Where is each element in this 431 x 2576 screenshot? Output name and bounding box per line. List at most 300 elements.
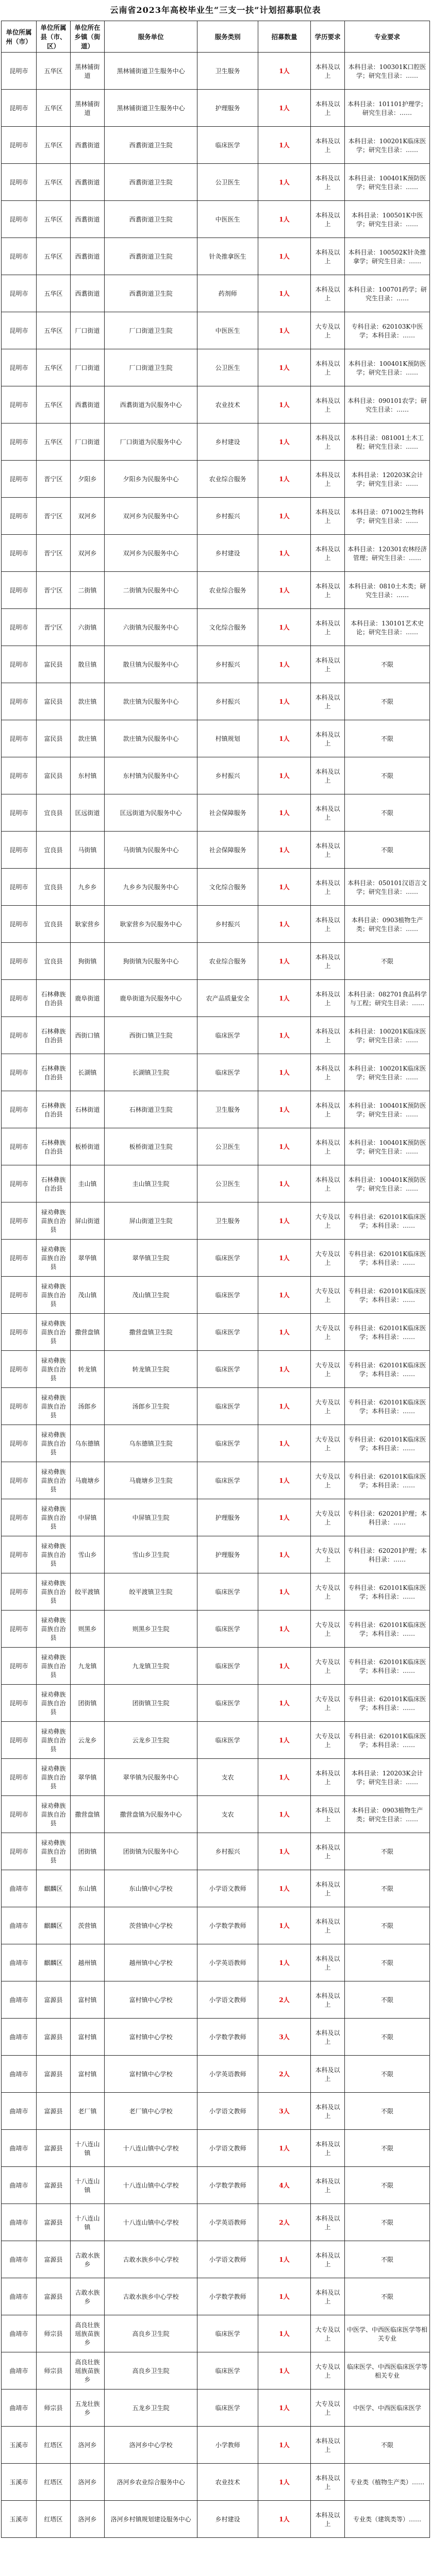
column-header: 招募数量 (258, 21, 310, 53)
service-unit-cell: 鹿阜街道为民服务中心 (104, 980, 197, 1017)
major-cell: 不限 (344, 943, 429, 980)
service-unit-cell: 马街镇为民服务中心 (104, 832, 197, 869)
township-cell: 老厂镇 (71, 2093, 105, 2130)
service-type-cell: 小学数学教师 (197, 1907, 258, 1944)
county-cell: 禄劝彝族苗族自治县 (37, 1611, 71, 1648)
quota-cell: 1人 (258, 164, 310, 201)
service-type-cell: 农业综合服务 (197, 461, 258, 498)
quota-cell: 1人 (258, 275, 310, 312)
major-cell: 本科目录：100502K针灸推拿学；研究生目录：…… (344, 238, 429, 275)
quota-cell: 1人 (258, 1759, 310, 1796)
column-header: 单位所在乡镇（街道） (71, 21, 105, 53)
quota-cell: 1人 (258, 90, 310, 127)
service-unit-cell: 茨营镇中心学校 (104, 1907, 197, 1944)
major-cell: 不限 (344, 2427, 429, 2464)
prefecture-cell: 昆明市 (2, 201, 37, 238)
township-cell: 西翥街道 (71, 386, 105, 423)
major-cell: 专科目录：620201护理；本科目录：…… (344, 1536, 429, 1573)
prefecture-cell: 昆明市 (2, 164, 37, 201)
major-cell: 本科目录：100401K预防医学；研究生目录：…… (344, 349, 429, 386)
service-unit-cell: 狗街镇为民服务中心 (104, 943, 197, 980)
education-cell: 大专及以上 (310, 1685, 344, 1722)
township-cell: 圭山镇 (71, 1165, 105, 1202)
service-unit-cell: 转龙镇卫生院 (104, 1351, 197, 1388)
major-cell: 专科目录：620101K临床医学；本科目录：…… (344, 1314, 429, 1351)
service-type-cell: 临床医学 (197, 1314, 258, 1351)
service-unit-cell: 九龙镇卫生院 (104, 1648, 197, 1685)
service-unit-cell: 乌东德镇卫生院 (104, 1425, 197, 1462)
service-type-cell: 小学英语教师 (197, 1944, 258, 1981)
table-row (2, 461, 430, 498)
township-cell: 马鹿塘乡 (71, 1462, 105, 1499)
county-cell: 禄劝彝族苗族自治县 (37, 1202, 71, 1240)
township-cell: 十八连山镇 (71, 2167, 105, 2204)
county-cell: 麒麟区 (37, 1870, 71, 1907)
table-row (2, 794, 430, 832)
county-cell: 宜良县 (37, 794, 71, 832)
service-type-cell: 护理服务 (197, 90, 258, 127)
education-cell: 本科及以上 (310, 646, 344, 683)
county-cell: 禄劝彝族苗族自治县 (37, 1351, 71, 1388)
major-cell: 不限 (344, 2278, 429, 2315)
township-cell: 转龙镇 (71, 1351, 105, 1388)
education-cell: 大专及以上 (310, 1314, 344, 1351)
county-cell: 富源县 (37, 2093, 71, 2130)
township-cell: 九龙镇 (71, 1648, 105, 1685)
major-cell: 本科目录：0903植物生产类；研究生目录：…… (344, 906, 429, 943)
prefecture-cell: 昆明市 (2, 1017, 37, 1054)
quota-cell: 1人 (258, 720, 310, 757)
township-cell: 古敢水族乡 (71, 2278, 105, 2315)
column-header: 单位所属县（市、区） (37, 21, 71, 53)
education-cell: 本科及以上 (310, 2501, 344, 2538)
prefecture-cell: 曲靖市 (2, 2278, 37, 2315)
page-title: 云南省2023年高校毕业生“三支一扶”计划招募职位表 (110, 5, 321, 15)
recruitment-table (1, 21, 430, 2538)
service-type-cell: 小学教师 (197, 2427, 258, 2464)
quota-cell: 1人 (258, 1277, 310, 1314)
table-row (2, 423, 430, 461)
prefecture-cell: 昆明市 (2, 1165, 37, 1202)
education-cell: 本科及以上 (310, 1017, 344, 1054)
service-unit-cell: 马鹿塘乡卫生院 (104, 1462, 197, 1499)
service-type-cell: 护理服务 (197, 1499, 258, 1536)
prefecture-cell: 昆明市 (2, 127, 37, 164)
service-unit-cell: 六街镇为民服务中心 (104, 609, 197, 646)
township-cell: 六街镇 (71, 609, 105, 646)
prefecture-cell: 昆明市 (2, 1462, 37, 1499)
prefecture-cell: 昆明市 (2, 1722, 37, 1759)
major-cell: 本科目录：0810土木类；研究生目录：…… (344, 572, 429, 609)
county-cell: 石林彝族自治县 (37, 1165, 71, 1202)
education-cell: 本科及以上 (310, 349, 344, 386)
table-row (2, 646, 430, 683)
quota-cell: 1人 (258, 1870, 310, 1907)
county-cell: 禄劝彝族苗族自治县 (37, 1722, 71, 1759)
table-row (2, 720, 430, 757)
county-cell: 石林彝族自治县 (37, 980, 71, 1017)
township-cell: 双河乡 (71, 498, 105, 535)
quota-cell: 1人 (258, 1796, 310, 1833)
prefecture-cell: 曲靖市 (2, 2204, 37, 2241)
quota-cell: 1人 (258, 1240, 310, 1277)
county-cell: 五华区 (37, 386, 71, 423)
table-row (2, 1944, 430, 1981)
township-cell: 乌东德镇 (71, 1425, 105, 1462)
education-cell: 本科及以上 (310, 1944, 344, 1981)
service-unit-cell: 二街镇为民服务中心 (104, 572, 197, 609)
county-cell: 富源县 (37, 2167, 71, 2204)
education-cell: 本科及以上 (310, 1759, 344, 1796)
township-cell: 厂口街道 (71, 423, 105, 461)
table-row (2, 312, 430, 349)
major-cell: 本科目录：082701食品科学与工程；研究生目录：…… (344, 980, 429, 1017)
county-cell: 晋宁区 (37, 609, 71, 646)
table-row (2, 1388, 430, 1425)
education-cell: 大专及以上 (310, 2352, 344, 2389)
table-row (2, 1685, 430, 1722)
quota-cell: 1人 (258, 2315, 310, 2352)
service-type-cell: 乡村建设 (197, 535, 258, 572)
service-unit-cell: 厂口街道卫生院 (104, 349, 197, 386)
major-cell: 不限 (344, 757, 429, 794)
quota-cell: 1人 (258, 683, 310, 720)
county-cell: 禄劝彝族苗族自治县 (37, 1796, 71, 1833)
prefecture-cell: 曲靖市 (2, 2056, 37, 2093)
service-type-cell: 临床医学 (197, 1648, 258, 1685)
quota-cell: 1人 (258, 757, 310, 794)
township-cell: 西翥街道 (71, 201, 105, 238)
county-cell: 禄劝彝族苗族自治县 (37, 1833, 71, 1870)
service-type-cell: 农业综合服务 (197, 572, 258, 609)
education-cell: 本科及以上 (310, 1054, 344, 1091)
quota-cell: 1人 (258, 869, 310, 906)
county-cell: 宜良县 (37, 906, 71, 943)
major-cell: 不限 (344, 2204, 429, 2241)
major-cell: 专科目录：620101K临床医学；本科目录：…… (344, 1277, 429, 1314)
table-row (2, 757, 430, 794)
table-row (2, 1796, 430, 1833)
county-cell: 禄劝彝族苗族自治县 (37, 1277, 71, 1314)
quota-cell: 1人 (258, 1611, 310, 1648)
education-cell: 本科及以上 (310, 906, 344, 943)
education-cell: 本科及以上 (310, 832, 344, 869)
major-cell: 不限 (344, 2019, 429, 2056)
major-cell: 临床医学、中西医临床医学等相关专业 (344, 2352, 429, 2389)
service-unit-cell: 洛河乡中心学校 (104, 2427, 197, 2464)
service-unit-cell: 中屏镇卫生院 (104, 1499, 197, 1536)
table-row (2, 1573, 430, 1611)
service-unit-cell: 雪山乡卫生院 (104, 1536, 197, 1573)
township-cell: 西翥街道 (71, 127, 105, 164)
township-cell: 厂口街道 (71, 349, 105, 386)
township-cell: 西翥街道 (71, 238, 105, 275)
education-cell: 本科及以上 (310, 2241, 344, 2278)
table-row (2, 535, 430, 572)
quota-cell: 1人 (258, 609, 310, 646)
township-cell: 黑林铺街道 (71, 90, 105, 127)
county-cell: 晋宁区 (37, 572, 71, 609)
service-type-cell: 公卫医生 (197, 1128, 258, 1165)
quota-cell: 1人 (258, 2389, 310, 2427)
service-type-cell: 乡村振兴 (197, 1833, 258, 1870)
education-cell: 本科及以上 (310, 1165, 344, 1202)
service-unit-cell: 团街镇为民服务中心 (104, 1833, 197, 1870)
column-header: 学历要求 (310, 21, 344, 53)
prefecture-cell: 昆明市 (2, 943, 37, 980)
prefecture-cell: 曲靖市 (2, 2241, 37, 2278)
major-cell: 专科目录：620101K临床医学；本科目录：…… (344, 1351, 429, 1388)
education-cell: 大专及以上 (310, 1611, 344, 1648)
service-type-cell: 临床医学 (197, 1573, 258, 1611)
education-cell: 大专及以上 (310, 1462, 344, 1499)
county-cell: 禄劝彝族苗族自治县 (37, 1536, 71, 1573)
prefecture-cell: 昆明市 (2, 1611, 37, 1648)
major-cell: 本科目录：100501K中医学；研究生目录：…… (344, 201, 429, 238)
prefecture-cell: 昆明市 (2, 1759, 37, 1796)
prefecture-cell: 曲靖市 (2, 2130, 37, 2167)
prefecture-cell: 昆明市 (2, 535, 37, 572)
quota-cell: 1人 (258, 1685, 310, 1722)
service-unit-cell: 古敢水族乡中心学校 (104, 2241, 197, 2278)
township-cell: 汤郎乡 (71, 1388, 105, 1425)
major-cell: 本科目录：130101艺术史论；研究生目录：…… (344, 609, 429, 646)
major-cell: 本科目录：050101汉语言文学；研究生目录：…… (344, 869, 429, 906)
service-type-cell: 支农 (197, 1796, 258, 1833)
major-cell: 专科目录：620101K临床医学；本科目录：…… (344, 1462, 429, 1499)
service-unit-cell: 板桥街道卫生院 (104, 1128, 197, 1165)
service-type-cell: 中医医生 (197, 201, 258, 238)
service-unit-cell: 五龙乡卫生院 (104, 2389, 197, 2427)
quota-cell: 1人 (258, 1499, 310, 1536)
education-cell: 本科及以上 (310, 2093, 344, 2130)
service-type-cell: 小学英语教师 (197, 2056, 258, 2093)
quota-cell: 1人 (258, 794, 310, 832)
quota-cell: 1人 (258, 2130, 310, 2167)
service-unit-cell: 洛河乡农业综合服务中心 (104, 2464, 197, 2501)
service-unit-cell: 高良乡卫生院 (104, 2352, 197, 2389)
county-cell: 师宗县 (37, 2389, 71, 2427)
column-header: 单位所属州（市） (2, 21, 37, 53)
education-cell: 本科及以上 (310, 1981, 344, 2019)
prefecture-cell: 昆明市 (2, 1314, 37, 1351)
major-cell: 专科目录：620101K临床医学；本科目录：…… (344, 1722, 429, 1759)
prefecture-cell: 昆明市 (2, 1091, 37, 1128)
service-unit-cell: 十八连山镇中心学校 (104, 2167, 197, 2204)
service-type-cell: 农业技术 (197, 2464, 258, 2501)
county-cell: 石林彝族自治县 (37, 1091, 71, 1128)
education-cell: 大专及以上 (310, 1388, 344, 1425)
township-cell: 狗街镇 (71, 943, 105, 980)
county-cell: 晋宁区 (37, 461, 71, 498)
education-cell: 本科及以上 (310, 2167, 344, 2204)
education-cell: 本科及以上 (310, 1091, 344, 1128)
county-cell: 红塔区 (37, 2464, 71, 2501)
quota-cell: 1人 (258, 1648, 310, 1685)
prefecture-cell: 昆明市 (2, 1128, 37, 1165)
table-row (2, 90, 430, 127)
county-cell: 晋宁区 (37, 498, 71, 535)
table-row (2, 683, 430, 720)
table-row (2, 1722, 430, 1759)
service-unit-cell: 越州镇中心学校 (104, 1944, 197, 1981)
education-cell: 本科及以上 (310, 980, 344, 1017)
service-type-cell: 文化综合服务 (197, 869, 258, 906)
prefecture-cell: 玉溪市 (2, 2427, 37, 2464)
quota-cell: 1人 (258, 201, 310, 238)
table-row (2, 1759, 430, 1796)
service-unit-cell: 老厂镇中心学校 (104, 2093, 197, 2130)
education-cell: 大专及以上 (310, 1277, 344, 1314)
major-cell: 不限 (344, 2056, 429, 2093)
quota-cell: 1人 (258, 1722, 310, 1759)
quota-cell: 1人 (258, 1573, 310, 1611)
service-unit-cell: 东村镇为民服务中心 (104, 757, 197, 794)
service-type-cell: 临床医学 (197, 1388, 258, 1425)
quota-cell: 1人 (258, 1202, 310, 1240)
service-unit-cell: 厂口街道为民服务中心 (104, 423, 197, 461)
education-cell: 本科及以上 (310, 2464, 344, 2501)
prefecture-cell: 昆明市 (2, 980, 37, 1017)
quota-cell: 1人 (258, 2241, 310, 2278)
service-type-cell: 卫生服务 (197, 53, 258, 90)
prefecture-cell: 昆明市 (2, 53, 37, 90)
table-row (2, 906, 430, 943)
major-cell: 不限 (344, 794, 429, 832)
service-type-cell: 临床医学 (197, 2389, 258, 2427)
quota-cell: 1人 (258, 646, 310, 683)
column-header: 专业要求 (344, 21, 429, 53)
major-cell: 不限 (344, 1944, 429, 1981)
quota-cell: 2人 (258, 2204, 310, 2241)
quota-cell: 1人 (258, 1017, 310, 1054)
prefecture-cell: 昆明市 (2, 869, 37, 906)
township-cell: 石林街道 (71, 1091, 105, 1128)
service-unit-cell: 茂山镇卫生院 (104, 1277, 197, 1314)
county-cell: 宜良县 (37, 943, 71, 980)
county-cell: 富源县 (37, 2056, 71, 2093)
township-cell: 九乡乡 (71, 869, 105, 906)
table-row (2, 2130, 430, 2167)
table-row (2, 53, 430, 90)
township-cell: 耿家营乡 (71, 906, 105, 943)
quota-cell: 1人 (258, 1907, 310, 1944)
education-cell: 本科及以上 (310, 2204, 344, 2241)
table-row (2, 275, 430, 312)
service-unit-cell: 西翥街道卫生院 (104, 238, 197, 275)
prefecture-cell: 昆明市 (2, 1536, 37, 1573)
township-cell: 洛河乡 (71, 2501, 105, 2538)
table-row (2, 1314, 430, 1351)
education-cell: 本科及以上 (310, 498, 344, 535)
table-row (2, 2501, 430, 2538)
township-cell: 团街镇 (71, 1833, 105, 1870)
quota-cell: 2人 (258, 1981, 310, 2019)
county-cell: 富民县 (37, 757, 71, 794)
service-unit-cell: 洛河乡村镇规划建设服务中心 (104, 2501, 197, 2538)
education-cell: 本科及以上 (310, 2278, 344, 2315)
township-cell: 十八连山镇 (71, 2130, 105, 2167)
service-unit-cell: 团街镇卫生院 (104, 1685, 197, 1722)
table-row (2, 1240, 430, 1277)
township-cell: 富村镇 (71, 2019, 105, 2056)
service-type-cell: 针灸推拿医生 (197, 238, 258, 275)
table-row (2, 832, 430, 869)
township-cell: 撒营盘镇 (71, 1314, 105, 1351)
service-unit-cell: 九乡乡为民服务中心 (104, 869, 197, 906)
table-row (2, 943, 430, 980)
prefecture-cell: 曲靖市 (2, 1907, 37, 1944)
table-row (2, 1499, 430, 1536)
major-cell: 本科目录：100401K预防医学；研究生目录：…… (344, 1165, 429, 1202)
table-row (2, 1202, 430, 1240)
major-cell: 本科目录：100401K预防医学；研究生目录：…… (344, 1091, 429, 1128)
township-cell: 款庄镇 (71, 720, 105, 757)
major-cell: 本科目录：071002生物科学；研究生目录：…… (344, 498, 429, 535)
table-row (2, 1017, 430, 1054)
service-unit-cell: 东山镇中心学校 (104, 1870, 197, 1907)
major-cell: 本科目录：081001土木工程；研究生目录：…… (344, 423, 429, 461)
table-row (2, 1907, 430, 1944)
prefecture-cell: 昆明市 (2, 238, 37, 275)
township-cell: 长湖镇 (71, 1054, 105, 1091)
township-cell: 中屏镇 (71, 1499, 105, 1536)
quota-cell: 1人 (258, 1833, 310, 1870)
table-row (2, 2167, 430, 2204)
major-cell: 本科目录：090101农学；研究生目录：…… (344, 386, 429, 423)
township-cell: 东山镇 (71, 1870, 105, 1907)
quota-cell: 1人 (258, 2278, 310, 2315)
service-unit-cell: 十八连山镇中心学校 (104, 2130, 197, 2167)
service-type-cell: 乡村振兴 (197, 646, 258, 683)
prefecture-cell: 昆明市 (2, 832, 37, 869)
township-cell: 富村镇 (71, 2056, 105, 2093)
quota-cell: 1人 (258, 1462, 310, 1499)
major-cell: 本科目录：120203K会计学；研究生目录：…… (344, 461, 429, 498)
table-header-row (2, 21, 430, 53)
major-cell: 不限 (344, 2093, 429, 2130)
education-cell: 本科及以上 (310, 164, 344, 201)
county-cell: 晋宁区 (37, 535, 71, 572)
major-cell: 专业类（植物生产类）…… (344, 2464, 429, 2501)
table-row (2, 238, 430, 275)
major-cell: 中医学、中西医临床医学 (344, 2389, 429, 2427)
township-cell: 马街镇 (71, 832, 105, 869)
major-cell: 本科目录：100201K临床医学；研究生目录：…… (344, 1054, 429, 1091)
service-unit-cell: 石林街道卫生院 (104, 1091, 197, 1128)
service-type-cell: 社会保障服务 (197, 832, 258, 869)
table-row (2, 1611, 430, 1648)
table-row (2, 2427, 430, 2464)
service-unit-cell: 富村镇中心学校 (104, 2056, 197, 2093)
county-cell: 红塔区 (37, 2501, 71, 2538)
service-unit-cell: 十八连山镇中心学校 (104, 2204, 197, 2241)
table-row (2, 1870, 430, 1907)
major-cell: 中医学、中西医临床医学等相关专业 (344, 2315, 429, 2352)
education-cell: 大专及以上 (310, 1536, 344, 1573)
prefecture-cell: 昆明市 (2, 906, 37, 943)
township-cell: 撒营盘镇 (71, 1796, 105, 1833)
table-row (2, 1833, 430, 1870)
major-cell: 专科目录：620201护理；本科目录：…… (344, 1499, 429, 1536)
service-unit-cell: 古敢水族乡中心学校 (104, 2278, 197, 2315)
quota-cell: 1人 (258, 1128, 310, 1165)
quota-cell: 1人 (258, 2501, 310, 2538)
major-cell: 专科目录：620101K临床医学；本科目录：…… (344, 1648, 429, 1685)
service-unit-cell: 撒营盘镇为民服务中心 (104, 1796, 197, 1833)
education-cell: 本科及以上 (310, 461, 344, 498)
major-cell: 专科目录：620101K临床医学；本科目录：…… (344, 1388, 429, 1425)
